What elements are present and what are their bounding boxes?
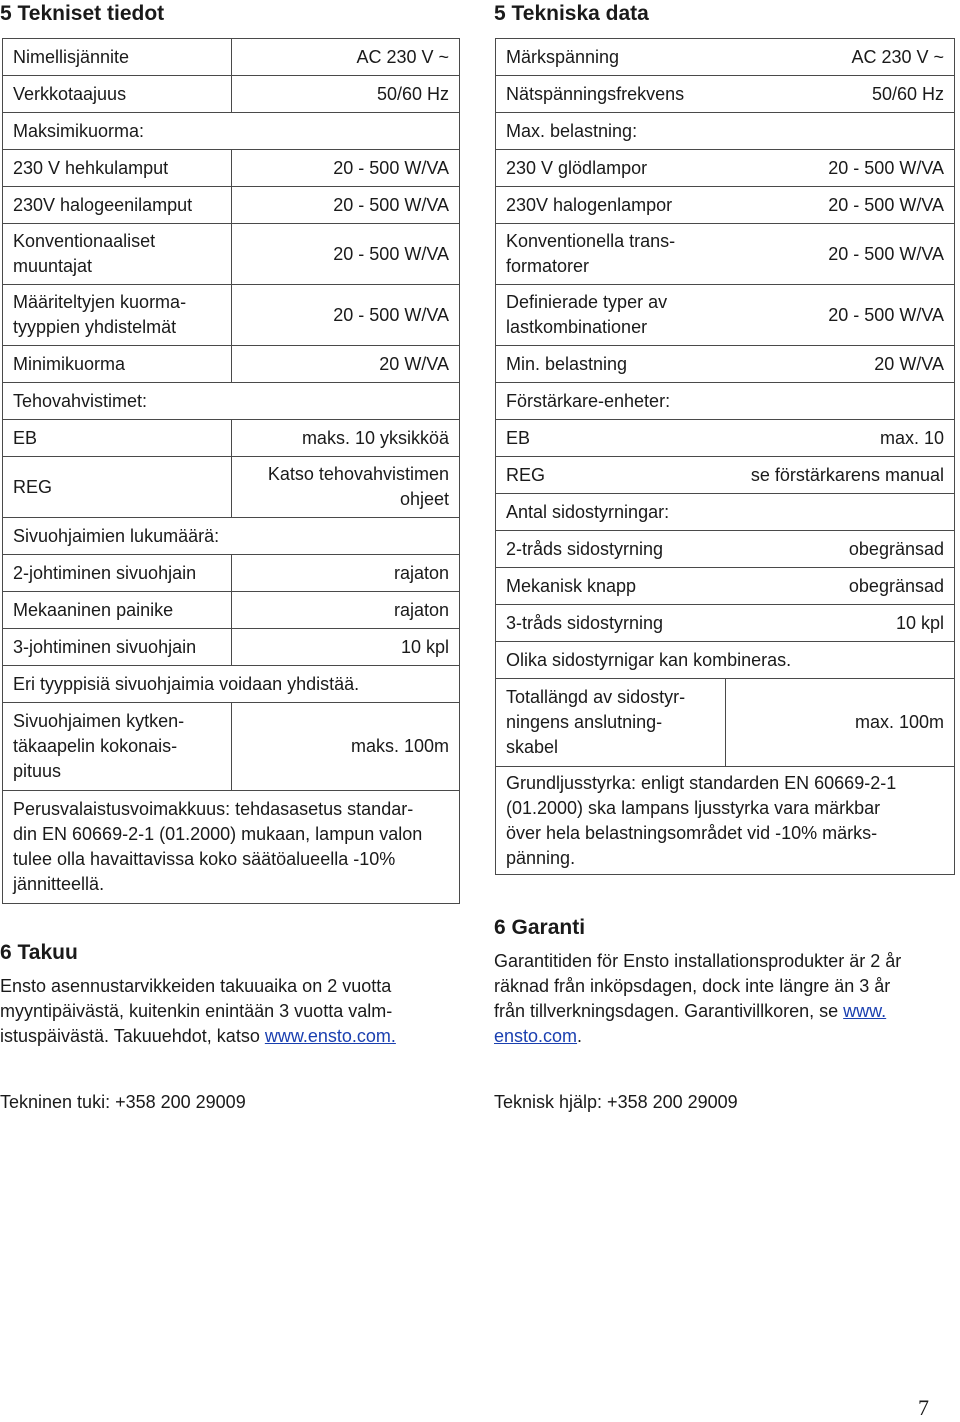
section-title-technical-fi: 5 Tekniset tiedot	[0, 2, 165, 25]
table-row	[496, 76, 955, 113]
table-row	[496, 39, 955, 76]
spec-value: maks. 10 yksikköä	[231, 420, 459, 457]
spec-value: 20 - 500 W/VA	[231, 224, 459, 285]
spec-label: REG	[496, 457, 726, 494]
table-row	[496, 457, 955, 494]
spec-value: 20 - 500 W/VA	[231, 285, 459, 346]
spec-label: 230V halogeenilamput	[3, 187, 232, 224]
section-title-technical-sv: 5 Tekniska data	[494, 2, 649, 25]
spec-label: Märkspänning	[496, 39, 726, 76]
spec-value: 20 W/VA	[231, 346, 459, 383]
table-row	[3, 791, 460, 904]
spec-label: Nimellisjännite	[3, 39, 232, 76]
warranty-body: Ensto asennustarvikkeiden takuuaika on 2 vuotta myyntipäivästä, kuitenkin enintään 3 vuotta valm- istuspäivästä. Takuuehdot, katso	[0, 976, 393, 1046]
support-text-fi: Tekninen tuki: +358 200 29009	[0, 1092, 246, 1112]
spec-label: Konventionaaliset muuntajat	[3, 224, 232, 285]
spec-label: Minimikuorma	[3, 346, 232, 383]
spec-label: 230 V hehkulamput	[3, 150, 232, 187]
table-row	[496, 113, 955, 150]
warranty-body: Garantitiden för Ensto installationsprodukter är 2 år räknad från inköpsdagen, dock inte längre än 3 år från tillverkningsdagen. Garantivillkoren, se	[494, 951, 902, 1021]
page-number: 7	[918, 1395, 929, 1420]
spec-note: Eri tyyppisiä sivuohjaimia voidaan yhdistää.	[3, 666, 460, 703]
spec-label: Nätspänningsfrekvens	[496, 76, 726, 113]
spec-label: 3-tråds sidostyrning	[496, 605, 726, 642]
spec-label: 3-johtiminen sivuohjain	[3, 629, 232, 666]
warranty-text-sv	[494, 949, 954, 1049]
spec-note: Perusvalaistusvoimakkuus: tehdasasetus standar- din EN 60669-2-1 (01.2000) mukaan, lampun valon tulee olla havaittavissa koko säätöalueella -10% jännitteellä.	[3, 791, 460, 904]
spec-value: 20 - 500 W/VA	[725, 150, 954, 187]
section-title-warranty-sv: 6 Garanti	[494, 916, 586, 939]
spec-value: rajaton	[231, 555, 459, 592]
table-row	[496, 568, 955, 605]
table-row	[3, 39, 460, 76]
spec-value: 20 - 500 W/VA	[231, 150, 459, 187]
table-row	[496, 767, 955, 875]
spec-label: Sivuohjaimen kytken- täkaapelin kokonais- pituus	[3, 703, 232, 791]
spec-value: 20 - 500 W/VA	[725, 224, 954, 285]
table-row	[496, 224, 955, 285]
table-row	[3, 76, 460, 113]
spec-label: Konventionella trans- formatorer	[496, 224, 726, 285]
table-row	[496, 383, 955, 420]
table-row	[3, 703, 460, 791]
table-row	[3, 383, 460, 420]
spec-value: max. 100m	[725, 679, 954, 767]
spec-label: 2-tråds sidostyrning	[496, 531, 726, 568]
table-row	[496, 285, 955, 346]
spec-heading: Antal sidostyrningar:	[496, 494, 955, 531]
spec-label: 2-johtiminen sivuohjain	[3, 555, 232, 592]
spec-value: 10 kpl	[231, 629, 459, 666]
spec-label: Totallängd av sidostyr- ningens anslutning- skabel	[496, 679, 726, 767]
table-row	[3, 187, 460, 224]
table-row	[3, 518, 460, 555]
spec-value: 20 - 500 W/VA	[725, 187, 954, 224]
table-row	[496, 346, 955, 383]
table-row	[496, 605, 955, 642]
spec-label: Mekanisk knapp	[496, 568, 726, 605]
table-row	[3, 592, 460, 629]
support-text-sv: Teknisk hjälp: +358 200 29009	[494, 1092, 738, 1112]
spec-value: 20 - 500 W/VA	[231, 187, 459, 224]
spec-note: Grundljusstyrka: enligt standarden EN 60669-2-1 (01.2000) ska lampans ljusstyrka vara märkbar över hela belastningsområdet vid -10% märks- pänning.	[496, 767, 955, 875]
spec-label: Verkkotaajuus	[3, 76, 232, 113]
table-row	[3, 666, 460, 703]
spec-heading: Maksimikuorma:	[3, 113, 460, 150]
spec-value: 20 W/VA	[725, 346, 954, 383]
spec-value: AC 230 V ~	[725, 39, 954, 76]
spec-value: 50/60 Hz	[725, 76, 954, 113]
spec-value: obegränsad	[725, 568, 954, 605]
spec-label: 230V halogenlampor	[496, 187, 726, 224]
table-row	[3, 224, 460, 285]
spec-table-sv	[495, 38, 955, 875]
table-row	[3, 285, 460, 346]
spec-value: obegränsad	[725, 531, 954, 568]
spec-label: Mekaaninen painike	[3, 592, 232, 629]
table-row	[496, 531, 955, 568]
spec-label: Definierade typer av lastkombinationer	[496, 285, 726, 346]
spec-label: EB	[3, 420, 232, 457]
spec-table-fi	[2, 38, 460, 904]
spec-value: Katso tehovahvistimen ohjeet	[231, 457, 459, 518]
spec-label: Min. belastning	[496, 346, 726, 383]
spec-value: 20 - 500 W/VA	[725, 285, 954, 346]
table-row	[3, 113, 460, 150]
spec-value: AC 230 V ~	[231, 39, 459, 76]
spec-heading: Förstärkare-enheter:	[496, 383, 955, 420]
table-row	[496, 150, 955, 187]
table-row	[496, 420, 955, 457]
spec-heading: Max. belastning:	[496, 113, 955, 150]
spec-label: EB	[496, 420, 726, 457]
spec-note: Olika sidostyrnigar kan kombineras.	[496, 642, 955, 679]
table-row	[3, 346, 460, 383]
table-row	[496, 642, 955, 679]
table-row	[3, 629, 460, 666]
spec-label: 230 V glödlampor	[496, 150, 726, 187]
spec-value: 50/60 Hz	[231, 76, 459, 113]
spec-heading: Sivuohjaimien lukumäärä:	[3, 518, 460, 555]
spec-label: Määriteltyjen kuorma- tyyppien yhdistelmät	[3, 285, 232, 346]
table-row	[3, 420, 460, 457]
spec-value: se förstärkarens manual	[725, 457, 954, 494]
warranty-tail: .	[577, 1026, 583, 1046]
spec-value: maks. 100m	[231, 703, 459, 791]
table-row	[3, 555, 460, 592]
spec-value: 10 kpl	[725, 605, 954, 642]
section-title-warranty-fi: 6 Takuu	[0, 941, 78, 964]
table-row	[496, 679, 955, 767]
table-row	[496, 494, 955, 531]
spec-value: rajaton	[231, 592, 459, 629]
warranty-text-fi	[0, 974, 470, 1049]
table-row	[3, 150, 460, 187]
table-row	[3, 457, 460, 518]
spec-value: max. 10	[725, 420, 954, 457]
table-row	[496, 187, 955, 224]
ensto-link[interactable]: www. ensto.com	[494, 1001, 887, 1046]
ensto-link[interactable]: www.ensto.com.	[264, 1026, 396, 1046]
spec-heading: Tehovahvistimet:	[3, 383, 460, 420]
spec-label: REG	[3, 457, 232, 518]
